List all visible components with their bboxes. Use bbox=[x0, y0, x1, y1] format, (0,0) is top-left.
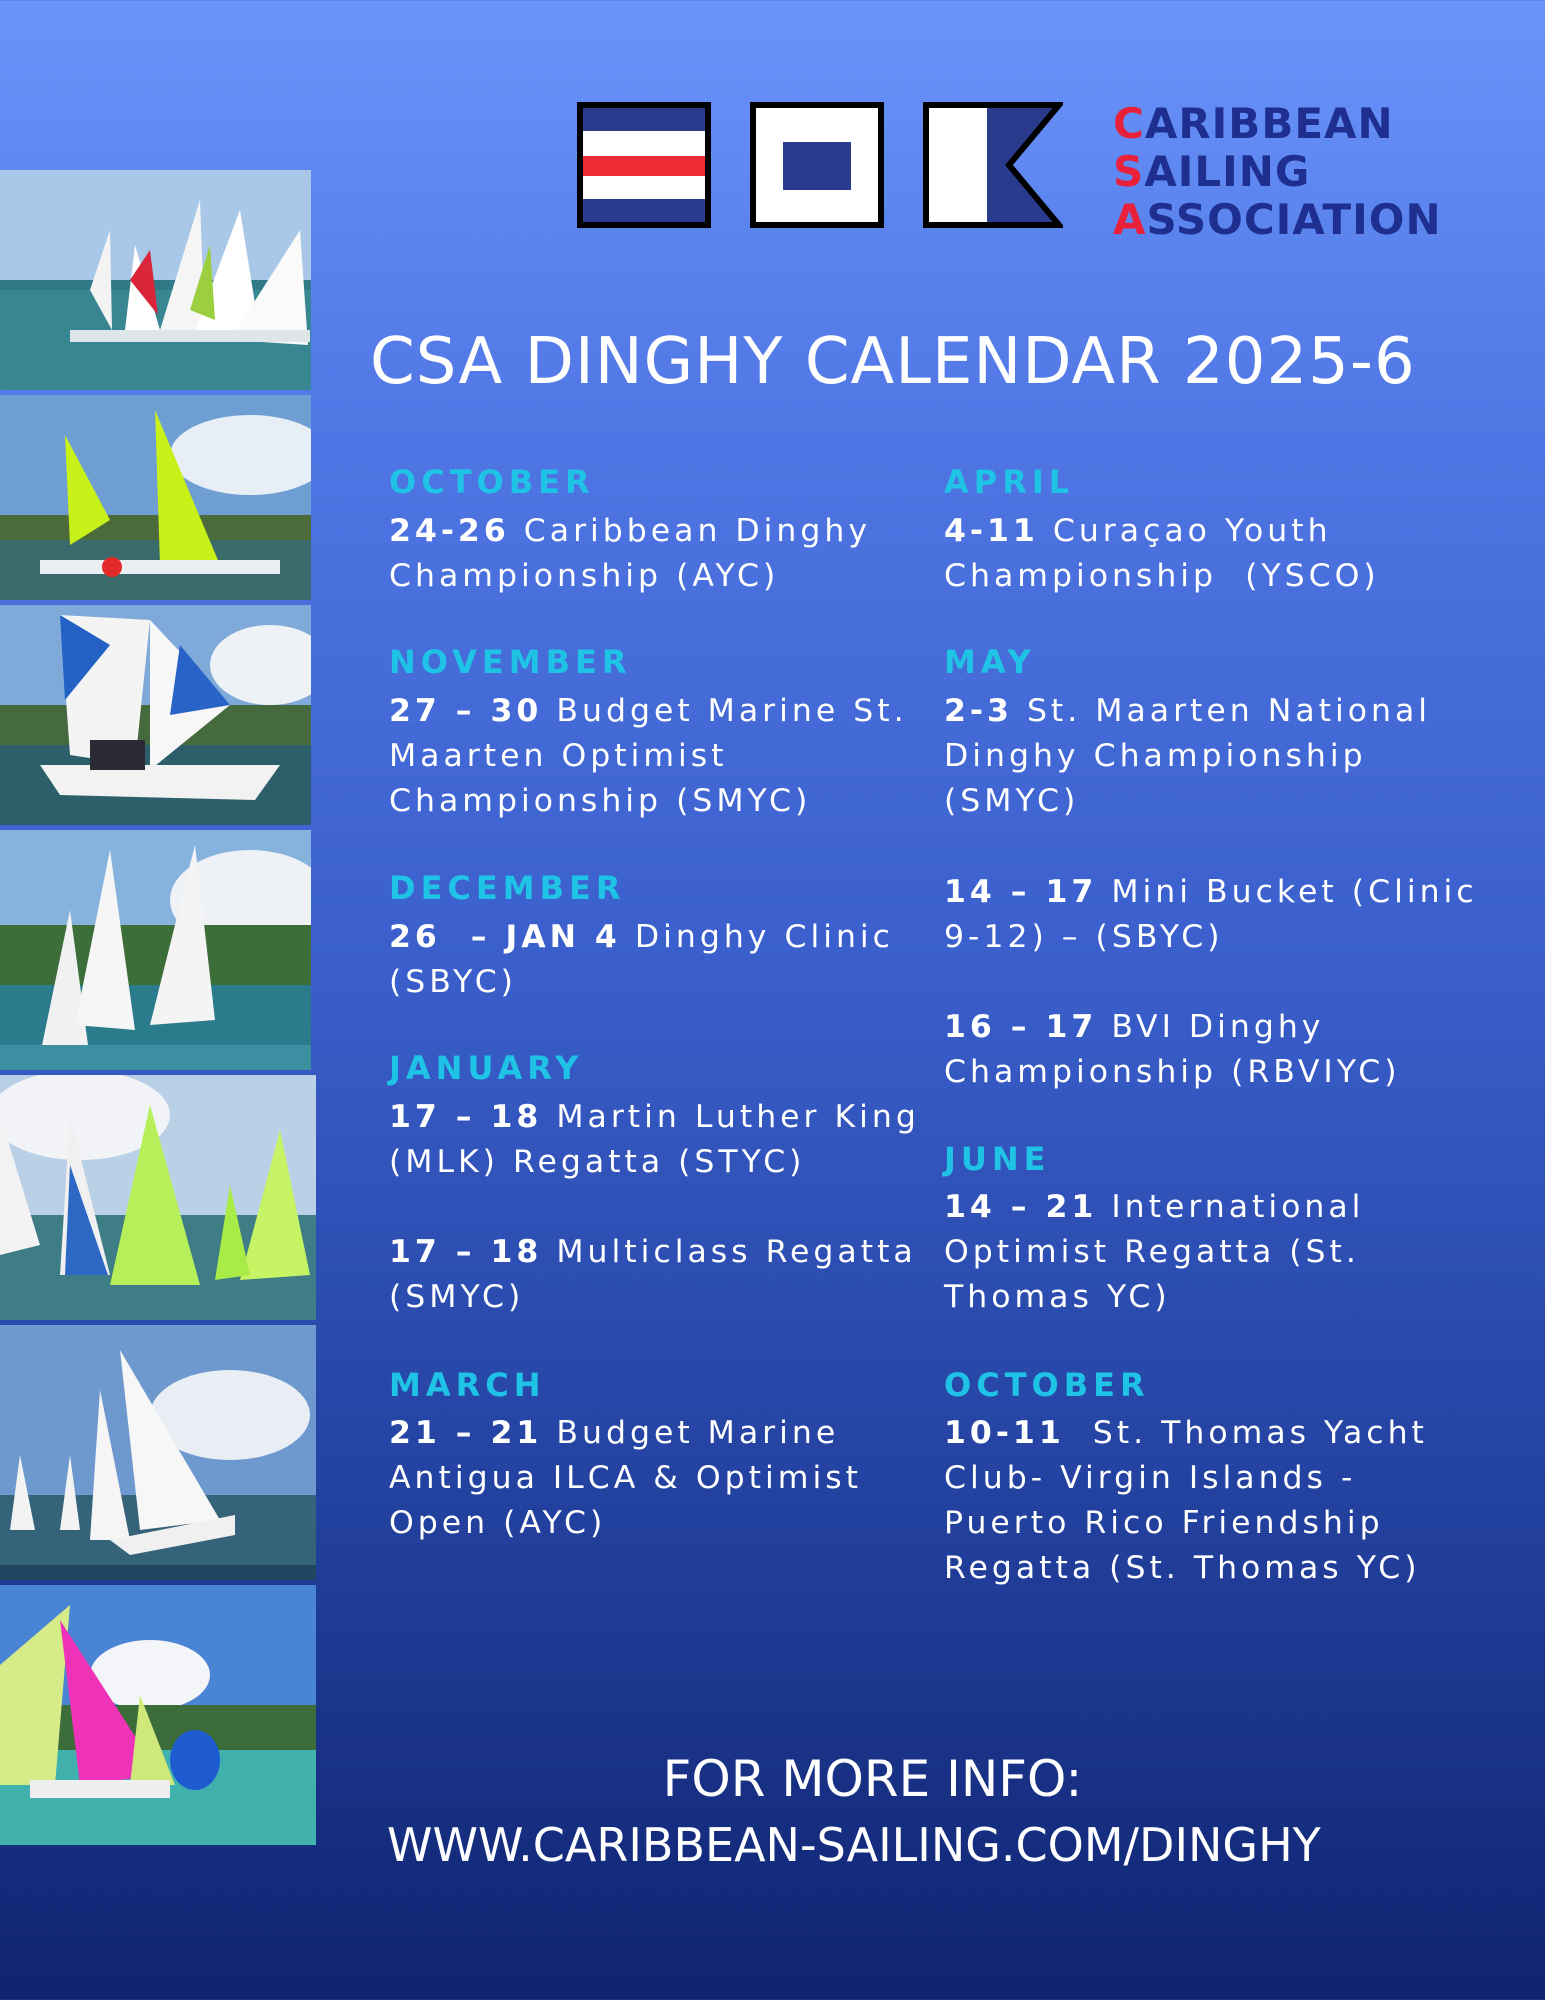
event-line bbox=[389, 1095, 920, 1140]
calendar-event bbox=[389, 509, 871, 599]
event-date: 27 – 30 bbox=[389, 693, 543, 729]
calendar-event bbox=[944, 870, 1478, 960]
event-line bbox=[944, 509, 1380, 554]
photo-ilca-race bbox=[0, 830, 311, 1070]
month-heading: MAY bbox=[944, 643, 1036, 681]
page-title: CSA DINGHY CALENDAR 2025-6 bbox=[370, 325, 1416, 399]
logo-line-caribbean: CARIBBEAN bbox=[1113, 99, 1394, 148]
flag-alfa-icon bbox=[923, 102, 1063, 228]
event-line bbox=[944, 1411, 1428, 1456]
flag-charlie-icon bbox=[577, 102, 711, 228]
event-date: 17 – 18 bbox=[389, 1099, 543, 1135]
event-text: (MLK) Regatta (STYC) bbox=[389, 1144, 806, 1180]
event-text: Championship (YSCO) bbox=[944, 558, 1380, 594]
event-text: Dinghy Clinic bbox=[634, 919, 894, 955]
month-heading: JUNE bbox=[944, 1140, 1051, 1178]
event-line bbox=[389, 689, 908, 734]
event-text: Maarten Optimist bbox=[389, 738, 728, 774]
event-text: BVI Dinghy bbox=[1111, 1009, 1325, 1045]
event-line bbox=[944, 1005, 1401, 1050]
month-heading: OCTOBER bbox=[944, 1366, 1150, 1404]
calendar-event bbox=[389, 915, 894, 1005]
photo-dinghy-fleet bbox=[0, 170, 311, 390]
event-text: Optimist Regatta (St. bbox=[944, 1234, 1360, 1270]
footer-more-info: FOR MORE INFO: bbox=[662, 1750, 1083, 1808]
event-text: Open (AYC) bbox=[389, 1505, 607, 1541]
event-text: Caribbean Dinghy bbox=[523, 513, 871, 549]
event-line bbox=[944, 915, 1478, 960]
event-text: Puerto Rico Friendship bbox=[944, 1505, 1384, 1541]
event-line bbox=[944, 734, 1431, 779]
event-text: Budget Marine St. bbox=[556, 693, 908, 729]
month-heading: JANUARY bbox=[389, 1049, 584, 1087]
event-line bbox=[944, 689, 1431, 734]
photo-antigua-dinghy bbox=[0, 1325, 316, 1580]
calendar-event bbox=[389, 1411, 862, 1546]
month-heading: OCTOBER bbox=[389, 463, 595, 501]
event-date: 24-26 bbox=[389, 513, 510, 549]
calendar-event bbox=[944, 1005, 1401, 1095]
event-line bbox=[389, 1230, 917, 1275]
calendar-event bbox=[944, 509, 1380, 599]
event-text: Championship (RBVIYC) bbox=[944, 1054, 1401, 1090]
event-text: Martin Luther King bbox=[556, 1099, 920, 1135]
event-line bbox=[389, 915, 894, 960]
csa-logo-text bbox=[1113, 100, 1442, 244]
event-line bbox=[944, 1050, 1401, 1095]
event-text: (SMYC) bbox=[389, 1279, 525, 1315]
event-line bbox=[944, 1275, 1364, 1320]
footer-website-link[interactable]: WWW.CARIBBEAN-SAILING.COM/DINGHY bbox=[387, 1818, 1321, 1872]
event-text: International bbox=[1111, 1189, 1365, 1225]
event-line bbox=[944, 870, 1478, 915]
logo-line-association: ASSOCIATION bbox=[1113, 195, 1442, 244]
event-date: 26 – JAN 4 bbox=[389, 919, 621, 955]
event-text: Antigua ILCA & Optimist bbox=[389, 1460, 862, 1496]
event-date: 14 – 17 bbox=[944, 874, 1098, 910]
event-date: 16 – 17 bbox=[944, 1009, 1098, 1045]
event-line bbox=[389, 1501, 862, 1546]
calendar-event bbox=[389, 689, 908, 824]
event-line bbox=[389, 554, 871, 599]
photo-green-sails bbox=[0, 395, 311, 600]
event-date: 14 – 21 bbox=[944, 1189, 1098, 1225]
event-text: Mini Bucket (Clinic bbox=[1111, 874, 1478, 910]
month-heading: MARCH bbox=[389, 1366, 546, 1404]
event-text: Multiclass Regatta bbox=[556, 1234, 917, 1270]
event-text: Club- Virgin Islands - bbox=[944, 1460, 1357, 1496]
photo-rs-feva-fleet bbox=[0, 1075, 316, 1320]
event-line bbox=[389, 1456, 862, 1501]
event-date: 17 – 18 bbox=[389, 1234, 543, 1270]
flag-sierra-icon bbox=[750, 102, 884, 228]
event-text: Dinghy Championship bbox=[944, 738, 1367, 774]
event-text: Championship (SMYC) bbox=[389, 783, 812, 819]
calendar-event bbox=[944, 1185, 1364, 1320]
event-text: St. Thomas Yacht bbox=[1078, 1415, 1428, 1451]
event-text: Championship (AYC) bbox=[389, 558, 780, 594]
event-line bbox=[389, 779, 908, 824]
month-heading: NOVEMBER bbox=[389, 643, 632, 681]
event-line bbox=[389, 1140, 920, 1185]
event-line bbox=[944, 1501, 1428, 1546]
event-text: Curaçao Youth bbox=[1052, 513, 1332, 549]
event-text: Regatta (St. Thomas YC) bbox=[944, 1550, 1421, 1586]
event-text: Budget Marine bbox=[556, 1415, 840, 1451]
calendar-event bbox=[944, 689, 1431, 824]
event-line bbox=[389, 1275, 917, 1320]
event-line bbox=[389, 509, 871, 554]
event-date: 21 – 21 bbox=[389, 1415, 543, 1451]
month-heading: DECEMBER bbox=[389, 869, 626, 907]
event-line bbox=[944, 1230, 1364, 1275]
event-line bbox=[944, 1185, 1364, 1230]
event-text: 9-12) – (SBYC) bbox=[944, 919, 1224, 955]
calendar-event bbox=[389, 1095, 920, 1185]
event-line bbox=[944, 1456, 1428, 1501]
event-text: (SBYC) bbox=[389, 964, 517, 1000]
event-line bbox=[389, 960, 894, 1005]
event-line bbox=[944, 1546, 1428, 1591]
event-line bbox=[944, 779, 1431, 824]
month-heading: APRIL bbox=[944, 463, 1075, 501]
event-text: Thomas YC) bbox=[944, 1279, 1171, 1315]
event-date: 4-11 bbox=[944, 513, 1039, 549]
event-line bbox=[389, 1411, 862, 1456]
photo-blue-white-sail bbox=[0, 605, 311, 825]
event-date: 10-11 bbox=[944, 1415, 1065, 1451]
calendar-event bbox=[389, 1230, 917, 1320]
event-text: St. Maarten National bbox=[1026, 693, 1432, 729]
logo-line-sailing: SAILING bbox=[1113, 147, 1311, 196]
event-text: (SMYC) bbox=[944, 783, 1080, 819]
event-line bbox=[389, 734, 908, 779]
event-date: 2-3 bbox=[944, 693, 1013, 729]
event-line bbox=[944, 554, 1380, 599]
calendar-event bbox=[944, 1411, 1428, 1591]
